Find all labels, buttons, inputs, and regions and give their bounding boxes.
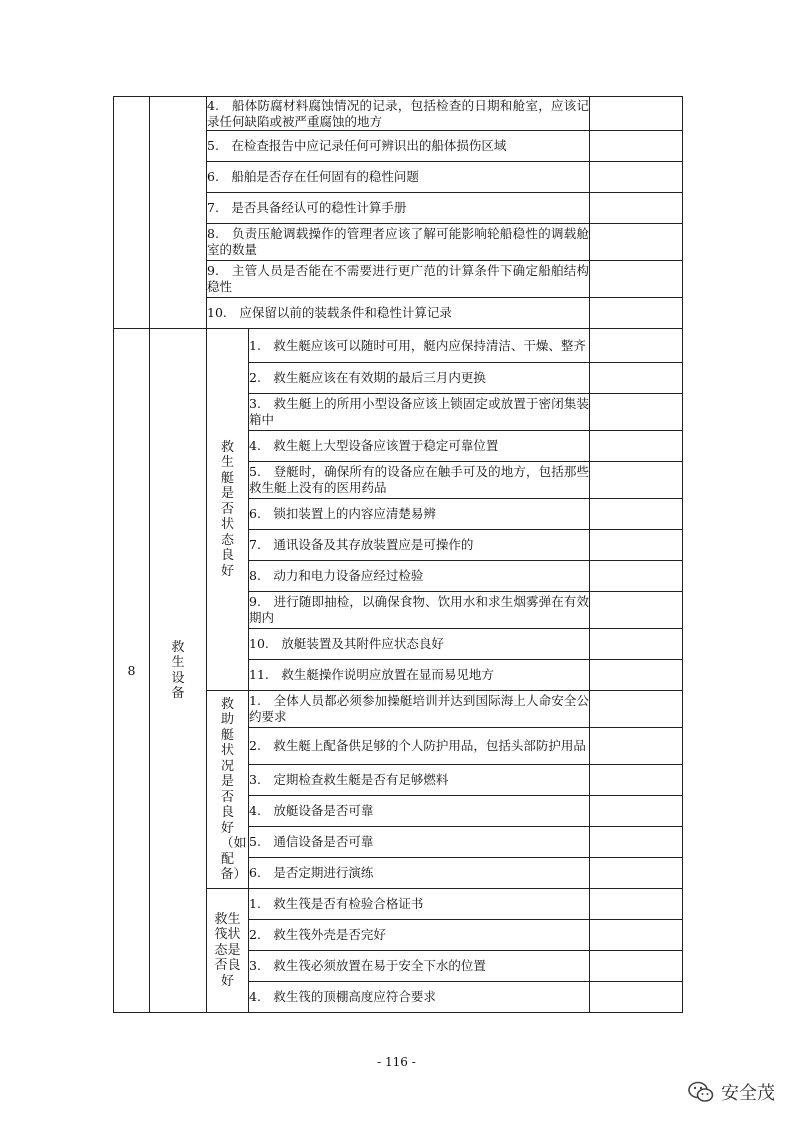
result-cell bbox=[590, 889, 683, 920]
result-cell bbox=[590, 920, 683, 951]
result-cell bbox=[590, 193, 683, 224]
check-item: 2. 救生艇应该在有效期的最后三月内更换 bbox=[249, 363, 590, 394]
check-item: 10. 应保留以前的装载条件和稳性计算记录 bbox=[207, 298, 590, 329]
check-item: 3. 定期检查救生艇是否有足够燃料 bbox=[249, 765, 590, 796]
result-cell bbox=[590, 982, 683, 1013]
group-label-text: 救助艇状况是否良好（如配备） bbox=[220, 696, 247, 882]
check-item: 4. 船体防腐材料腐蚀情况的记录，包括检查的日期和舱室，应该记录任何缺陷或被严重腐蚀的地方 bbox=[207, 97, 589, 129]
result-cell bbox=[590, 660, 683, 691]
check-item: 9. 主管人员是否能在不需要进行更广范的计算条件下确定船舶结构稳性 bbox=[207, 261, 590, 298]
check-item: 8. 动力和电力设备应经过检验 bbox=[249, 561, 590, 592]
check-item: 1. 全体人员都必须参加操艇培训并达到国际海上人命安全公约要求 bbox=[249, 691, 590, 728]
check-item: 5. 登艇时，确保所有的设备应在触手可及的地方，包括那些救生艇上没有的医用药品 bbox=[249, 462, 590, 499]
group-label-text: 救生艇是否状态良好 bbox=[220, 439, 234, 579]
watermark bbox=[687, 1079, 775, 1105]
check-item: 3. 救生艇上的所用小型设备应该上锁固定或放置于密闭集装箱中 bbox=[249, 394, 590, 431]
group-label bbox=[207, 889, 249, 1013]
check-item: 3. 救生筏必须放置在易于安全下水的位置 bbox=[249, 951, 590, 982]
check-item: 5. 通信设备是否可靠 bbox=[249, 827, 590, 858]
check-item: 4. 放艇设备是否可靠 bbox=[249, 796, 590, 827]
result-cell bbox=[590, 592, 683, 629]
result-cell bbox=[590, 796, 683, 827]
section-number: 8 bbox=[114, 329, 150, 1013]
result-cell bbox=[590, 131, 683, 162]
check-item: 9. 进行随即抽检，以确保食物、饮用水和求生烟雾弹在有效期内 bbox=[249, 592, 590, 629]
result-cell bbox=[590, 827, 683, 858]
group-label bbox=[207, 691, 249, 889]
result-cell bbox=[590, 858, 683, 889]
result-cell bbox=[590, 728, 683, 765]
table-row bbox=[114, 97, 683, 131]
check-item: 1. 救生筏是否有检验合格证书 bbox=[249, 889, 590, 920]
check-item: 5. 在检查报告中应记录任何可辨识出的船体损伤区域 bbox=[207, 131, 590, 162]
result-cell bbox=[590, 530, 683, 561]
check-item: 2. 救生艇上配备供足够的个人防护用品，包括头部防护用品 bbox=[249, 728, 590, 765]
table-row bbox=[114, 329, 683, 363]
blank-category-cell bbox=[150, 97, 207, 329]
result-cell bbox=[590, 462, 683, 499]
result-cell bbox=[590, 765, 683, 796]
group-label-text: 救生筏状态是否良好 bbox=[214, 911, 241, 989]
result-cell bbox=[590, 431, 683, 462]
check-item: 7. 通讯设备及其存放装置应是可操作的 bbox=[249, 530, 590, 561]
check-item: 6. 锁扣装置上的内容应清楚易辨 bbox=[249, 499, 590, 530]
checklist-table bbox=[113, 96, 683, 1013]
check-item: 1. 救生艇应该可以随时可用，艇内应保持清洁、干燥、整齐 bbox=[249, 329, 590, 363]
result-cell bbox=[590, 499, 683, 530]
check-item: 8. 负责压舱调载操作的管理者应该了解可能影响轮船稳性的调载舱室的数量 bbox=[207, 224, 590, 261]
section-title-text: 救生设备 bbox=[171, 639, 185, 701]
check-item: 11. 救生艇操作说明应放置在显而易见地方 bbox=[249, 660, 590, 691]
page-number: - 116 - bbox=[377, 1055, 416, 1069]
check-item: 6. 是否定期进行演练 bbox=[249, 858, 590, 889]
watermark-text: 安全茂 bbox=[721, 1083, 775, 1104]
result-cell bbox=[590, 162, 683, 193]
result-cell bbox=[590, 629, 683, 660]
result-cell bbox=[590, 363, 683, 394]
check-item: 10. 放艇装置及其附件应状态良好 bbox=[249, 629, 590, 660]
check-item: 2. 救生筏外壳是否完好 bbox=[249, 920, 590, 951]
result-cell bbox=[590, 394, 683, 431]
wechat-icon bbox=[687, 1080, 715, 1104]
result-cell bbox=[590, 329, 683, 363]
section-title bbox=[150, 329, 207, 1013]
check-item: 4. 救生筏的顶棚高度应符合要求 bbox=[249, 982, 590, 1013]
result-cell bbox=[590, 224, 683, 261]
result-cell bbox=[590, 691, 683, 728]
result-cell bbox=[590, 298, 683, 329]
result-cell bbox=[590, 561, 683, 592]
result-cell bbox=[590, 951, 683, 982]
check-item: 6. 船舶是否存在任何固有的稳性问题 bbox=[207, 162, 590, 193]
result-cell bbox=[590, 261, 683, 298]
check-item: 7. 是否具备经认可的稳性计算手册 bbox=[207, 193, 590, 224]
check-item: 4. 救生艇上大型设备应该置于稳定可靠位置 bbox=[249, 431, 590, 462]
result-cell bbox=[590, 97, 683, 131]
blank-number-cell bbox=[114, 97, 150, 329]
group-label bbox=[207, 329, 249, 691]
